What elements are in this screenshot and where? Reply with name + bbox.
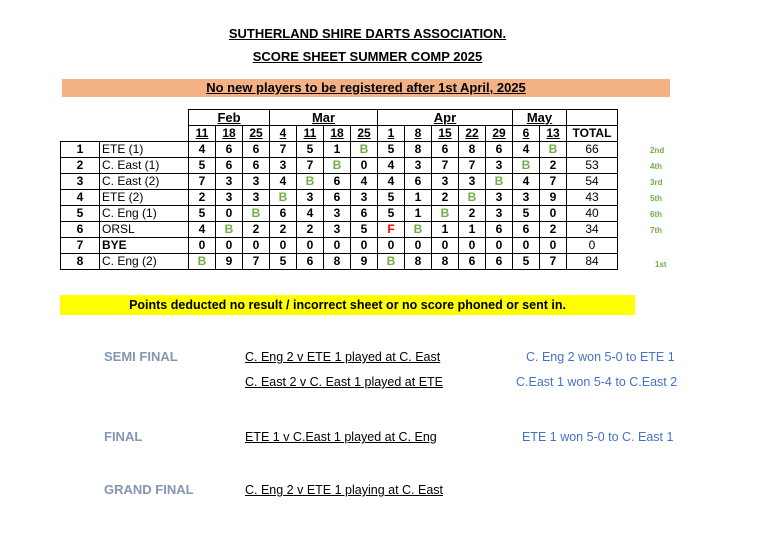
score-cell: B	[216, 222, 243, 238]
score-cell: 6	[216, 158, 243, 174]
score-cell: 0	[189, 238, 216, 254]
placing-label: 4th	[650, 161, 662, 171]
score-cell: B	[297, 174, 324, 190]
score-cell: 6	[270, 206, 297, 222]
score-cell: 2	[540, 158, 567, 174]
semi-final-result-1: C. Eng 2 won 5-0 to ETE 1	[526, 350, 675, 364]
score-cell: 4	[378, 158, 405, 174]
blank-cell	[100, 126, 189, 142]
score-cell: 0	[243, 238, 270, 254]
team-number: 8	[61, 254, 100, 270]
score-cell: 6	[513, 222, 540, 238]
month-may: May	[513, 110, 567, 126]
placing-label: 6th	[650, 209, 662, 219]
team-name: C. East (1)	[100, 158, 189, 174]
team-row	[61, 190, 618, 206]
score-cell: 9	[540, 190, 567, 206]
blank-cell	[567, 110, 618, 126]
total-header: TOTAL	[567, 126, 618, 142]
score-cell: 2	[432, 190, 459, 206]
placing-label: 3rd	[650, 177, 663, 187]
score-cell: 6	[243, 142, 270, 158]
score-cell: 4	[189, 142, 216, 158]
score-cell: 2	[297, 222, 324, 238]
score-cell: 3	[243, 190, 270, 206]
placing-label: 5th	[650, 193, 662, 203]
score-cell: 1	[459, 222, 486, 238]
team-name: BYE	[100, 238, 189, 254]
score-cell: 5	[513, 254, 540, 270]
semi-final-match-2: C. East 2 v C. East 1 played at ETE	[245, 375, 444, 389]
score-cell: 8	[405, 254, 432, 270]
team-name: ETE (1)	[100, 142, 189, 158]
score-cell: 6	[243, 158, 270, 174]
team-row	[61, 254, 618, 270]
score-cell: 8	[459, 142, 486, 158]
team-number: 4	[61, 190, 100, 206]
score-cell: 3	[351, 190, 378, 206]
team-row	[61, 158, 618, 174]
score-cell: 0	[297, 238, 324, 254]
score-cell: 5	[270, 254, 297, 270]
registration-notice-text: No new players to be registered after 1st April, 2025	[206, 80, 526, 95]
team-name: C. East (2)	[100, 174, 189, 190]
score-cell: 6	[405, 174, 432, 190]
score-cell: 3	[324, 206, 351, 222]
team-number: 6	[61, 222, 100, 238]
date-header-cell: 15	[432, 126, 459, 142]
score-cell: 0	[513, 238, 540, 254]
score-cell: B	[378, 254, 405, 270]
date-header-cell: 11	[189, 126, 216, 142]
blank-cell	[61, 110, 100, 126]
score-cell: 3	[486, 158, 513, 174]
score-cell: 4	[189, 222, 216, 238]
score-cell: 0	[540, 206, 567, 222]
score-cell: 5	[513, 206, 540, 222]
date-header-cell: 18	[324, 126, 351, 142]
score-cell: B	[540, 142, 567, 158]
score-cell: 6	[486, 142, 513, 158]
team-total: 34	[567, 222, 618, 238]
date-header-cell: 4	[270, 126, 297, 142]
score-cell: B	[486, 174, 513, 190]
date-header-cell: 29	[486, 126, 513, 142]
score-cell: 3	[324, 222, 351, 238]
score-cell: 6	[459, 254, 486, 270]
score-cell: B	[189, 254, 216, 270]
placing-label: 7th	[650, 225, 662, 235]
team-row	[61, 174, 618, 190]
score-cell: 6	[351, 206, 378, 222]
team-total: 43	[567, 190, 618, 206]
score-cell: 5	[189, 158, 216, 174]
score-cell: 1	[432, 222, 459, 238]
score-cell: 4	[351, 174, 378, 190]
score-cell: 3	[270, 158, 297, 174]
score-cell: 7	[540, 174, 567, 190]
score-cell: 9	[351, 254, 378, 270]
date-header-cell: 18	[216, 126, 243, 142]
deduction-note: Points deducted no result / incorrect sheet or no score phoned or sent in.	[60, 295, 635, 315]
score-cell: 5	[189, 206, 216, 222]
team-total: 53	[567, 158, 618, 174]
team-total: 0	[567, 238, 618, 254]
date-header-cell: 8	[405, 126, 432, 142]
score-cell: 0	[351, 238, 378, 254]
score-cell: 3	[486, 206, 513, 222]
month-feb: Feb	[189, 110, 270, 126]
team-row	[61, 206, 618, 222]
final-label: FINAL	[104, 429, 143, 444]
date-header-cell: 22	[459, 126, 486, 142]
month-apr: Apr	[378, 110, 513, 126]
score-cell: F	[378, 222, 405, 238]
score-cell: 6	[486, 254, 513, 270]
date-header-cell: 6	[513, 126, 540, 142]
score-cell: 0	[378, 238, 405, 254]
score-cell: 6	[324, 174, 351, 190]
team-row	[61, 238, 618, 254]
score-cell: 6	[432, 142, 459, 158]
score-cell: 6	[297, 254, 324, 270]
date-header-cell: 11	[297, 126, 324, 142]
date-header-cell: 1	[378, 126, 405, 142]
score-cell: 5	[378, 142, 405, 158]
team-row	[61, 222, 618, 238]
team-number: 3	[61, 174, 100, 190]
final-result: ETE 1 won 5-0 to C. East 1	[522, 430, 674, 444]
score-cell: B	[405, 222, 432, 238]
score-cell: 7	[540, 254, 567, 270]
score-cell: 7	[270, 142, 297, 158]
score-cell: 0	[540, 238, 567, 254]
team-row	[61, 142, 618, 158]
semi-final-label: SEMI FINAL	[104, 349, 178, 364]
score-cell: 3	[405, 158, 432, 174]
score-cell: B	[270, 190, 297, 206]
score-cell: 3	[297, 190, 324, 206]
score-cell: 5	[351, 222, 378, 238]
date-header-cell: 13	[540, 126, 567, 142]
score-cell: 0	[459, 238, 486, 254]
team-total: 66	[567, 142, 618, 158]
team-name: ETE (2)	[100, 190, 189, 206]
score-cell: 0	[216, 206, 243, 222]
score-cell: 7	[243, 254, 270, 270]
score-cell: B	[432, 206, 459, 222]
score-cell: 2	[189, 190, 216, 206]
score-cell: 0	[486, 238, 513, 254]
score-cell: 5	[297, 142, 324, 158]
date-header-cell: 25	[351, 126, 378, 142]
registration-notice	[62, 79, 670, 97]
team-total: 40	[567, 206, 618, 222]
score-cell: 0	[405, 238, 432, 254]
score-cell: 3	[513, 190, 540, 206]
score-cell: B	[351, 142, 378, 158]
score-cell: 5	[378, 190, 405, 206]
score-cell: 3	[459, 174, 486, 190]
score-cell: 3	[216, 174, 243, 190]
score-cell: 7	[297, 158, 324, 174]
date-header-cell: 25	[243, 126, 270, 142]
score-cell: 1	[405, 206, 432, 222]
score-cell: B	[513, 158, 540, 174]
score-cell: 9	[216, 254, 243, 270]
placing-label: 1st	[655, 259, 667, 269]
team-name: C. Eng (2)	[100, 254, 189, 270]
score-cell: 0	[351, 158, 378, 174]
score-cell: 7	[189, 174, 216, 190]
score-cell: 2	[540, 222, 567, 238]
team-number: 7	[61, 238, 100, 254]
score-cell: 6	[486, 222, 513, 238]
score-cell: 8	[405, 142, 432, 158]
score-cell: 7	[459, 158, 486, 174]
score-cell: 4	[513, 174, 540, 190]
team-number: 1	[61, 142, 100, 158]
score-cell: 4	[378, 174, 405, 190]
score-cell: 0	[270, 238, 297, 254]
score-cell: 2	[459, 206, 486, 222]
month-mar: Mar	[270, 110, 378, 126]
team-number: 5	[61, 206, 100, 222]
score-cell: 1	[324, 142, 351, 158]
score-cell: 3	[432, 174, 459, 190]
score-cell: 2	[243, 222, 270, 238]
placing-label: 2nd	[650, 145, 665, 155]
blank-cell	[61, 126, 100, 142]
team-name: C. Eng (1)	[100, 206, 189, 222]
score-table	[60, 109, 618, 270]
score-cell: 4	[513, 142, 540, 158]
score-cell: 1	[405, 190, 432, 206]
score-cell: 5	[378, 206, 405, 222]
team-number: 2	[61, 158, 100, 174]
score-cell: 6	[324, 190, 351, 206]
score-cell: B	[324, 158, 351, 174]
score-cell: 0	[324, 238, 351, 254]
semi-final-match-1: C. Eng 2 v ETE 1 played at C. East	[245, 350, 441, 364]
grand-final-label: GRAND FINAL	[104, 482, 194, 497]
score-cell: 4	[270, 174, 297, 190]
score-sheet-title: SCORE SHEET SUMMER COMP 2025	[252, 49, 483, 64]
score-cell: B	[243, 206, 270, 222]
score-cell: 8	[324, 254, 351, 270]
team-name: ORSL	[100, 222, 189, 238]
score-cell: 3	[486, 190, 513, 206]
score-cell: 8	[432, 254, 459, 270]
score-cell: 6	[216, 142, 243, 158]
score-cell: 3	[216, 190, 243, 206]
score-cell: 4	[297, 206, 324, 222]
team-total: 84	[567, 254, 618, 270]
score-cell: 7	[432, 158, 459, 174]
semi-final-result-2: C.East 1 won 5-4 to C.East 2	[516, 375, 678, 389]
blank-cell	[100, 110, 189, 126]
score-cell: 3	[243, 174, 270, 190]
score-cell: 2	[270, 222, 297, 238]
score-cell: B	[459, 190, 486, 206]
final-match: ETE 1 v C.East 1 played at C. Eng	[245, 430, 437, 444]
grand-final-match: C. Eng 2 v ETE 1 playing at C. East	[245, 483, 444, 497]
association-title: SUTHERLAND SHIRE DARTS ASSOCIATION.	[228, 26, 507, 41]
month-header-row	[61, 110, 618, 126]
team-total: 54	[567, 174, 618, 190]
date-header-row	[61, 126, 618, 142]
score-cell: 0	[216, 238, 243, 254]
score-cell: 0	[432, 238, 459, 254]
